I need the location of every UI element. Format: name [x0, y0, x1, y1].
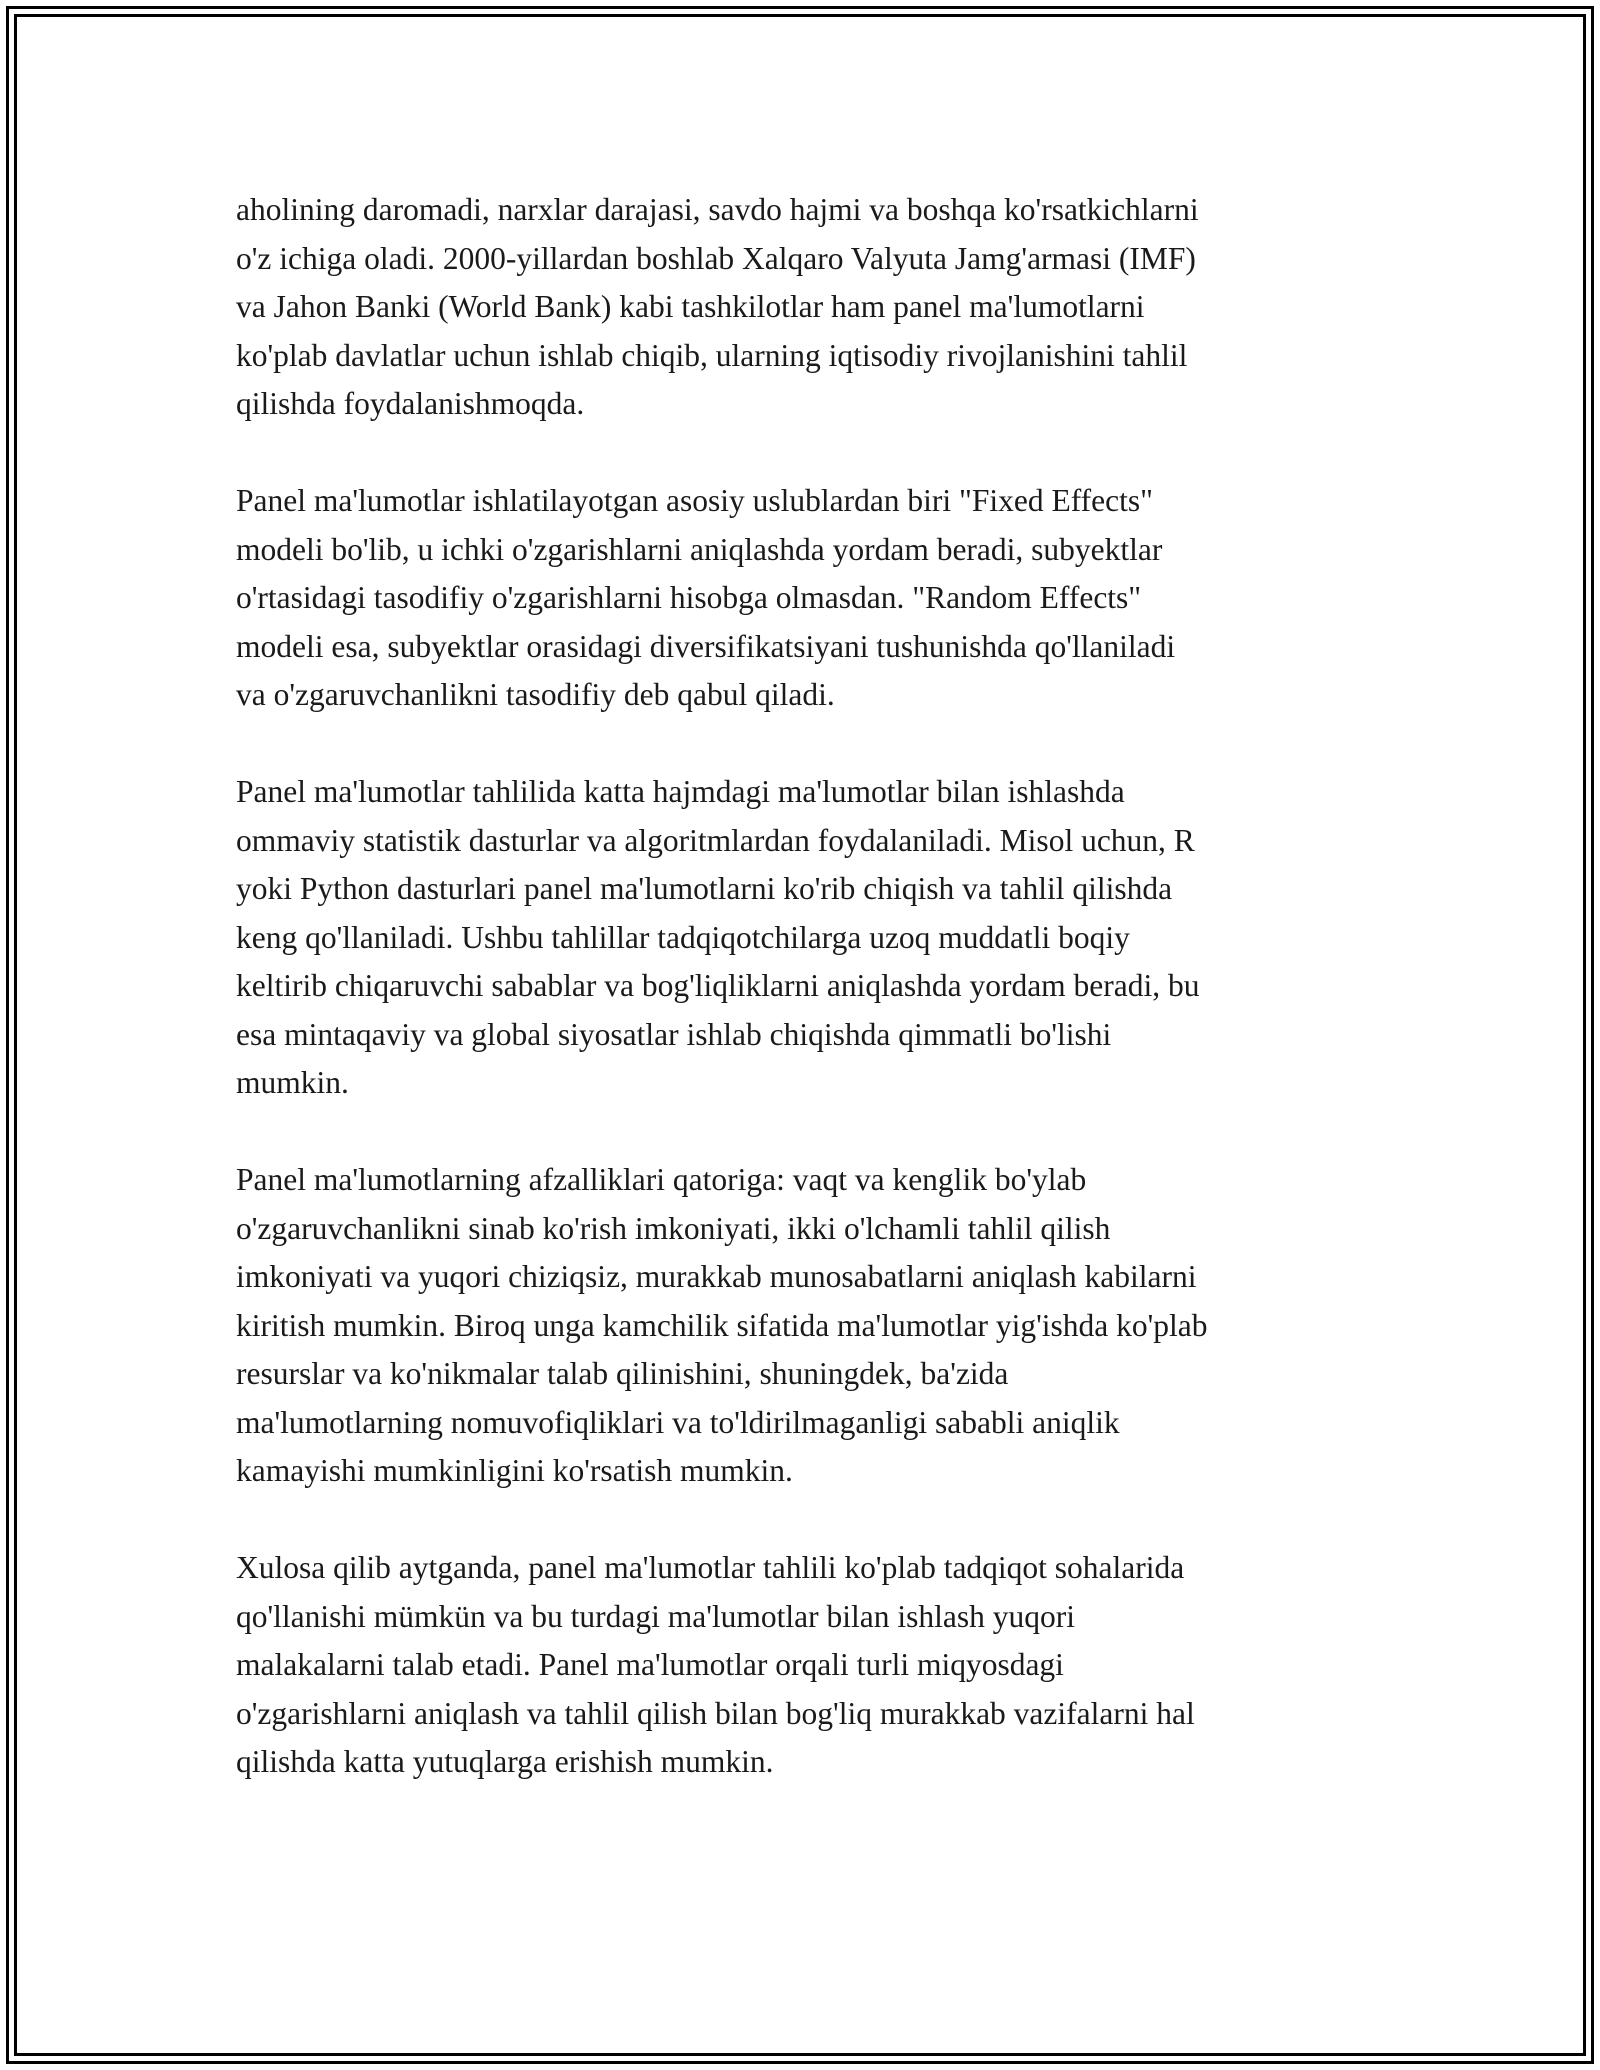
text-line: imkoniyati va yuqori chiziqsiz, murakkab munosabatlarni aniqlash kabilarni [236, 1259, 1197, 1294]
text-line: resurslar va ko'nikmalar talab qilinishini, shuningdek, ba'zida [236, 1356, 1009, 1391]
text-line: ma'lumotlarning nomuvofiqliklari va to'ldirilmaganligi sababli aniqlik [236, 1404, 1120, 1440]
text-line: yoki Python dasturlari panel ma'lumotlarni ko'rib chiqish va tahlil qilishda [236, 871, 1173, 906]
paragraph-4 [236, 1156, 1376, 1496]
text-line: o'z ichiga oladi. 2000-yillardan boshlab Xalqaro Valyuta Jamg'armasi (IMF) [236, 240, 1196, 276]
text-line: malakalarni talab etadi. Panel ma'lumotlar orqali turli miqyosdagi [236, 1647, 1064, 1682]
text-line: ko'plab davlatlar uchun ishlab chiqib, ularning iqtisodiy rivojlanishini tahlil [236, 337, 1188, 373]
paragraph-2 [236, 477, 1376, 720]
text-line: modeli bo'lib, u ichki o'zgarishlarni aniqlashda yordam beradi, subyektlar [236, 531, 1163, 567]
text-line: qo'llanishi mümkün va bu turdagi ma'lumotlar bilan ishlash yuqori [236, 1598, 1075, 1634]
text-line: qilishda foydalanishmoqda. [236, 386, 585, 421]
paragraph-3 [236, 768, 1376, 1108]
text-line: o'zgarishlarni aniqlash va tahlil qilish bilan bog'liq murakkab vazifalarni hal [236, 1695, 1195, 1731]
document-body [236, 186, 1376, 1835]
text-line: va Jahon Banki (World Bank) kabi tashkilotlar ham panel ma'lumotlarni [236, 289, 1145, 324]
text-line: Panel ma'lumotlarning afzalliklari qatoriga: vaqt va kenglik bo'ylab [236, 1162, 1087, 1197]
text-line: Panel ma'lumotlar tahlilida katta hajmdagi ma'lumotlar bilan ishlashda [236, 774, 1125, 809]
text-line: o'rtasidagi tasodifiy o'zgarishlarni hisobga olmasdan. "Random Effects" [236, 580, 1142, 615]
text-line: modeli esa, subyektlar orasidagi diversifikatsiyani tushunishda qo'llaniladi [236, 628, 1176, 664]
text-line: Xulosa qilib aytganda, panel ma'lumotlar tahlili ko'plab tadqiqot sohalarida [236, 1550, 1185, 1585]
text-line: o'zgaruvchanlikni sinab ko'rish imkoniyati, ikki o'lchamli tahlil qilish [236, 1210, 1111, 1246]
text-line: Panel ma'lumotlar ishlatilayotgan asosiy uslublardan biri "Fixed Effects" [236, 483, 1154, 518]
text-line: va o'zgaruvchanlikni tasodifiy deb qabul qiladi. [236, 677, 835, 712]
paragraph-1 [236, 186, 1376, 429]
paragraph-5 [236, 1544, 1376, 1787]
text-line: mumkin. [236, 1065, 349, 1100]
text-line: keng qo'llaniladi. Ushbu tahlillar tadqiqotchilarga uzoq muddatli boqiy [236, 919, 1130, 955]
text-line: qilishda katta yutuqlarga erishish mumkin. [236, 1744, 774, 1779]
text-line: esa mintaqaviy va global siyosatlar ishlab chiqishda qimmatli bo'lishi [236, 1016, 1112, 1052]
text-line: ommaviy statistik dasturlar va algoritmlardan foydalaniladi. Misol uchun, R [236, 822, 1195, 858]
text-line: keltirib chiqaruvchi sabablar va bog'liqliklarni aniqlashda yordam beradi, bu [236, 968, 1200, 1003]
text-line: kamayishi mumkinligini ko'rsatish mumkin. [236, 1453, 793, 1488]
text-line: kiritish mumkin. Biroq unga kamchilik sifatida ma'lumotlar yig'ishda ko'plab [236, 1307, 1208, 1343]
text-line: aholining daromadi, narxlar darajasi, savdo hajmi va boshqa ko'rsatkichlarni [236, 192, 1199, 227]
